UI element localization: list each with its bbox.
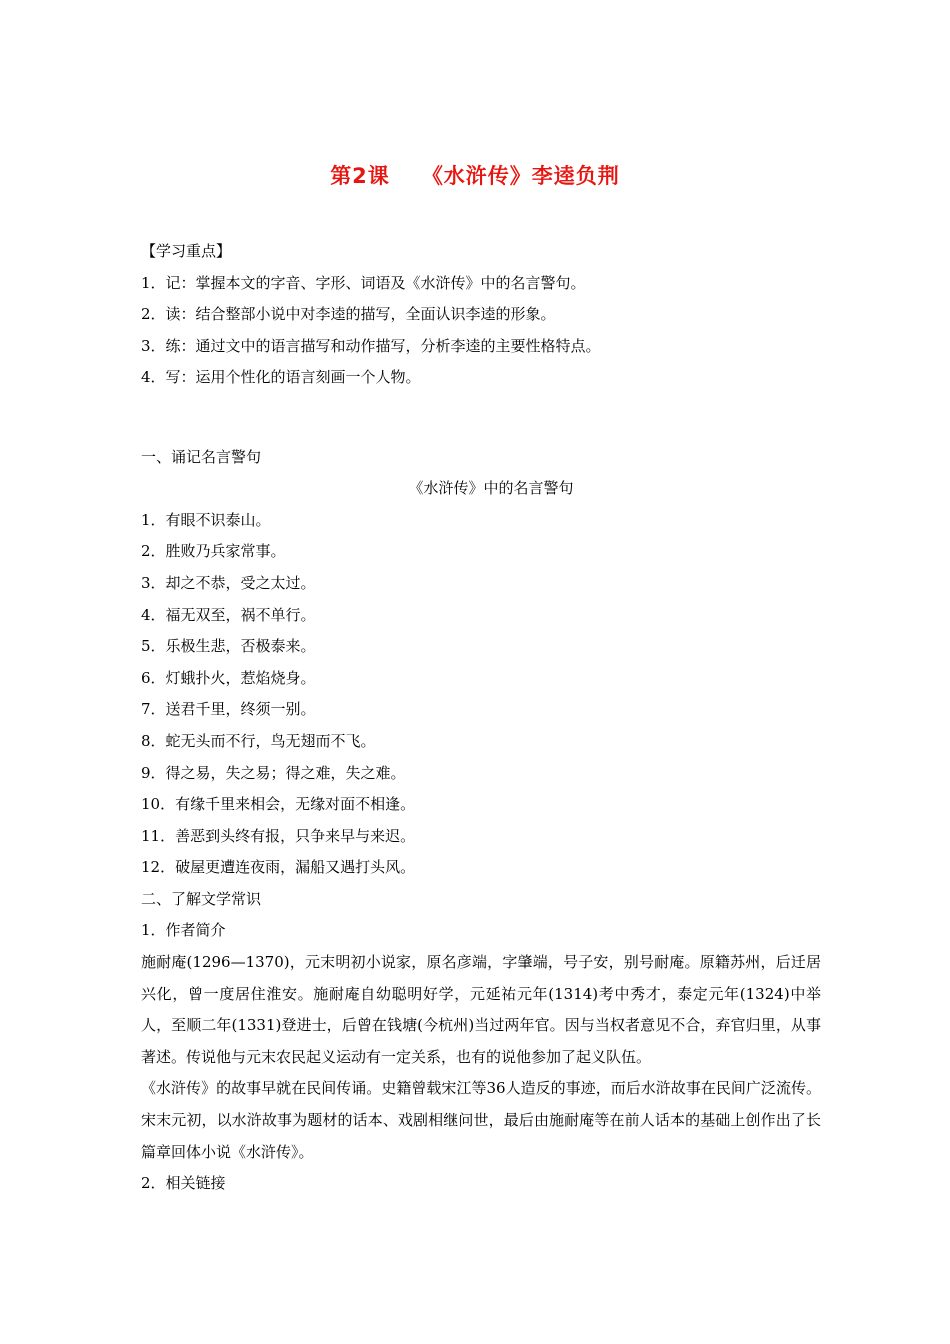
document-body xyxy=(141,236,821,1200)
author-paragraph: 施耐庵(1296—1370)，元末明初小说家，原名彦端，字肇端，号子安，别号耐庵。原籍苏州，后迁居兴化，曾一度居住淮安。施耐庵自幼聪明好学，元延祐元年(1314)考中秀才，泰定元年(1324)中举人，至顺二年(1331)登进士，后曾在钱塘(今杭州)当过两年官。因与当权者意见不合，弃官归里，从事著述。传说他与元末农民起义运动有一定关系，也有的说他参加了起义队伍。 xyxy=(141,953,821,1066)
quote-item: 6．灯蛾扑火，惹焰烧身。 xyxy=(141,668,316,687)
blank-line xyxy=(141,426,821,442)
quote-item: 5．乐极生悲，否极泰来。 xyxy=(141,637,316,656)
quote-item: 3．却之不恭，受之太过。 xyxy=(141,573,316,592)
section-heading: 一、诵记名言警句 xyxy=(141,447,262,466)
subsection-heading: 1．作者简介 xyxy=(141,921,226,940)
story-paragraph: 《水浒传》的故事早就在民间传诵。史籍曾载宋江等36人造反的事迹，而后水浒故事在民间广泛流传。宋末元初，以水浒故事为题材的话本、戏剧相继问世，最后由施耐庵等在前人话本的基础上创作出了长篇章回体小说《水浒传》。 xyxy=(141,1079,821,1161)
quote-item: 8．蛇无头而不行，鸟无翅而不飞。 xyxy=(141,731,376,750)
section-heading: 二、了解文学常识 xyxy=(141,889,262,908)
quote-item: 2．胜败乃兵家常事。 xyxy=(141,542,286,561)
lesson-number: 第2课 xyxy=(330,164,390,188)
study-focus-item: 2．读：结合整部小说中对李逵的描写，全面认识李逵的形象。 xyxy=(141,305,556,324)
blank-line xyxy=(141,394,821,426)
quote-item: 1．有眼不识泰山。 xyxy=(141,510,271,529)
quote-item: 10．有缘千里来相会，无缘对面不相逢。 xyxy=(141,795,416,814)
quote-item: 12．破屋更遭连夜雨，漏船又遇打头风。 xyxy=(141,858,416,877)
study-focus-item: 4．写：运用个性化的语言刻画一个人物。 xyxy=(141,368,421,387)
study-focus-heading: 【学习重点】 xyxy=(141,242,232,260)
quotes-subtitle: 《水浒传》中的名言警句 xyxy=(408,479,574,498)
study-focus-item: 1．记：掌握本文的字音、字形、词语及《水浒传》中的名言警句。 xyxy=(141,273,586,292)
quote-item: 11．善恶到头终有报，只争来早与来迟。 xyxy=(141,826,416,845)
lesson-title xyxy=(0,160,950,190)
quote-item: 9．得之易，失之易；得之难，失之难。 xyxy=(141,763,406,782)
quote-item: 7．送君千里，终须一别。 xyxy=(141,700,316,719)
quote-item: 4．福无双至，祸不单行。 xyxy=(141,605,316,624)
subsection-heading: 2．相关链接 xyxy=(141,1174,226,1193)
lesson-name: 《水浒传》李逵负荆 xyxy=(421,164,620,188)
study-focus-item: 3．练：通过文中的语言描写和动作描写，分析李逵的主要性格特点。 xyxy=(141,336,601,355)
